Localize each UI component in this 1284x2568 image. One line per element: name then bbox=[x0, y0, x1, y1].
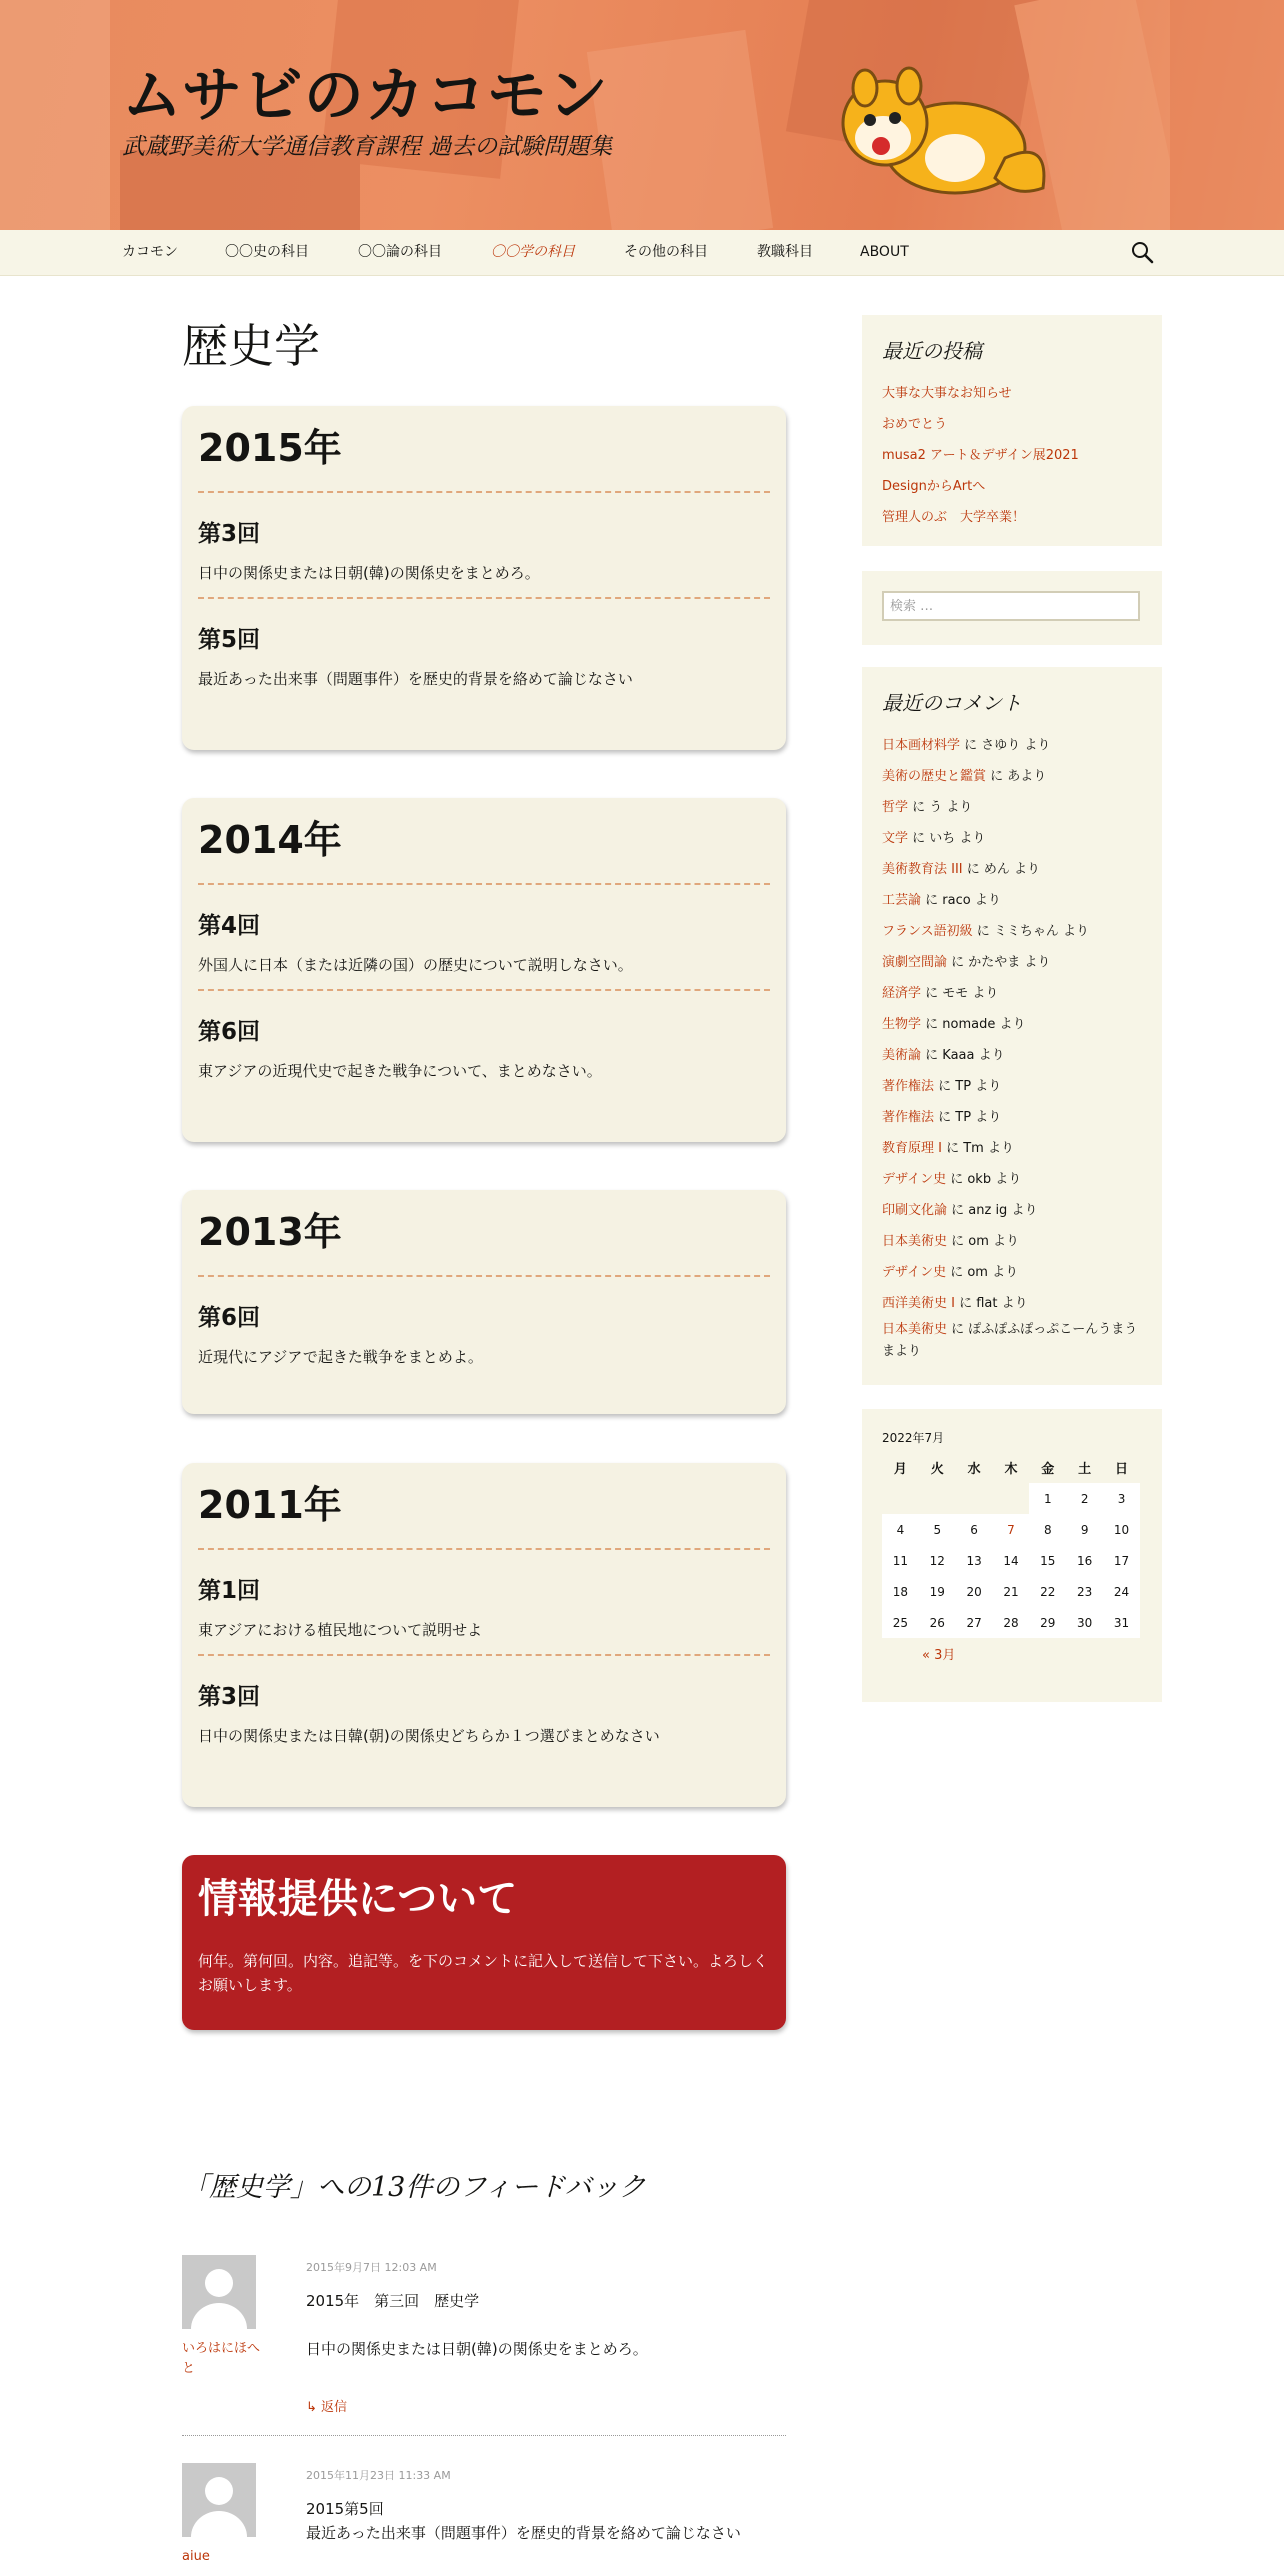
recent-comment-author: に TP より bbox=[934, 1079, 1002, 1094]
year-card-2011 bbox=[182, 1463, 786, 1807]
exam-session bbox=[198, 991, 770, 1095]
year-heading: 2014年 bbox=[198, 798, 770, 885]
calendar-day: 29 bbox=[1029, 1607, 1066, 1638]
comment-item bbox=[182, 2463, 786, 2568]
calendar-weekday: 土 bbox=[1078, 1462, 1092, 1477]
recent-comment-post-link[interactable]: 美術教育法 III bbox=[882, 862, 963, 877]
recent-comment-item bbox=[882, 730, 1142, 761]
session-number: 第5回 bbox=[198, 627, 261, 653]
recent-comment-post-link[interactable]: 著作権法 bbox=[882, 1079, 935, 1094]
recent-comment-post-link[interactable]: デザイン史 bbox=[882, 1172, 947, 1187]
recent-comment-item bbox=[882, 978, 1142, 1009]
calendar-week bbox=[882, 1545, 1140, 1576]
nav-item-kakomon[interactable]: カコモン bbox=[122, 244, 178, 260]
page-title: 歴史学 bbox=[182, 319, 320, 373]
recent-comment-author: に あより bbox=[986, 769, 1047, 784]
nav-item-studies-subjects[interactable]: 〇〇学の科目 bbox=[491, 244, 575, 260]
avatar-placeholder-icon bbox=[182, 2463, 256, 2537]
recent-comment-author: に モモ より bbox=[921, 986, 999, 1001]
recent-comment-author: に okb より bbox=[946, 1172, 1022, 1187]
recent-comment-post-link[interactable]: 教育原理 Ⅰ bbox=[882, 1141, 942, 1156]
calendar-table bbox=[882, 1452, 1140, 1638]
calendar-empty-cell bbox=[919, 1483, 956, 1514]
session-question: 日中の関係史または日韓(朝)の関係史どちらか１つ選びまとめなさい bbox=[198, 1727, 660, 1745]
recent-comment-post-link[interactable]: 印刷文化論 bbox=[882, 1203, 948, 1218]
recent-comment-author: に om より bbox=[946, 1265, 1019, 1280]
recent-comment-item bbox=[882, 1226, 1142, 1257]
comment-author[interactable]: aiue bbox=[182, 2549, 210, 2564]
nav-item-history-subjects[interactable]: 〇〇史の科目 bbox=[225, 244, 309, 260]
recent-comment-author: に om より bbox=[947, 1234, 1020, 1249]
recent-comment-item bbox=[882, 1071, 1142, 1102]
calendar-day: 30 bbox=[1066, 1607, 1103, 1638]
calendar-week bbox=[882, 1607, 1140, 1638]
calendar-day: 16 bbox=[1066, 1545, 1103, 1576]
recent-comment-author: に nomade より bbox=[921, 1017, 1026, 1032]
recent-comment-item bbox=[882, 854, 1142, 885]
calendar-weekday: 金 bbox=[1041, 1462, 1055, 1477]
recent-comment-post-link[interactable]: 美術の歴史と鑑賞 bbox=[882, 769, 987, 784]
comment-line: 2015年 第三回 歴史学 bbox=[306, 2292, 480, 2310]
year-card-2014 bbox=[182, 798, 786, 1142]
info-submission-box bbox=[182, 1855, 786, 2030]
comments-title: 「歴史学」への13件のフィードバック bbox=[182, 2172, 646, 2203]
recent-comment-author: に Tm より bbox=[941, 1141, 1014, 1156]
recent-comment-author: に anz ig より bbox=[947, 1203, 1038, 1218]
calendar-day: 25 bbox=[882, 1607, 919, 1638]
calendar-weekday: 火 bbox=[930, 1462, 944, 1477]
recent-post-link[interactable]: 大事な大事なお知らせ bbox=[882, 386, 1012, 401]
calendar-day: 31 bbox=[1103, 1607, 1140, 1638]
exam-session bbox=[198, 1550, 770, 1656]
calendar-day[interactable]: 7 bbox=[993, 1514, 1030, 1545]
nav-item-teaching-subjects[interactable]: 教職科目 bbox=[757, 244, 813, 260]
recent-comment-item bbox=[882, 823, 1142, 854]
recent-comment-post-link[interactable]: 工芸論 bbox=[882, 893, 922, 908]
year-heading: 2013年 bbox=[198, 1190, 770, 1277]
recent-comment-post-link[interactable]: 演劇空間論 bbox=[882, 955, 948, 970]
session-question: 東アジアにおける植民地について説明せよ bbox=[198, 1621, 483, 1639]
exam-session bbox=[198, 493, 770, 599]
exam-session bbox=[198, 1277, 770, 1381]
recent-comment-author: に さゆり より bbox=[960, 738, 1051, 753]
widget-calendar bbox=[862, 1409, 1162, 1702]
recent-comment-post-link[interactable]: デザイン史 bbox=[882, 1265, 947, 1280]
session-number: 第6回 bbox=[198, 1019, 261, 1045]
recent-comment-item bbox=[882, 1133, 1142, 1164]
calendar-day: 26 bbox=[919, 1607, 956, 1638]
recent-comment-post-link[interactable]: 日本画材料学 bbox=[882, 738, 961, 753]
recent-comment-item bbox=[882, 1040, 1142, 1071]
reply-link[interactable] bbox=[306, 2396, 347, 2415]
calendar-day: 9 bbox=[1066, 1514, 1103, 1545]
recent-comment-item bbox=[882, 1319, 1142, 1363]
exam-session bbox=[198, 885, 770, 991]
session-number: 第3回 bbox=[198, 1684, 261, 1710]
mascot-logo bbox=[815, 58, 1055, 218]
recent-post-link[interactable]: DesignからArtへ bbox=[882, 479, 986, 494]
recent-comment-post-link[interactable]: 文学 bbox=[882, 831, 909, 846]
comment-line: 2015第5回 bbox=[306, 2500, 384, 2518]
session-number: 第1回 bbox=[198, 1578, 261, 1604]
calendar-day: 8 bbox=[1029, 1514, 1066, 1545]
comment-item bbox=[182, 2255, 786, 2435]
reply-label: 返信 bbox=[321, 2400, 348, 2415]
recent-comment-item bbox=[882, 947, 1142, 978]
year-heading: 2015年 bbox=[198, 406, 770, 493]
recent-post-link[interactable]: musa2 アート＆デザイン展2021 bbox=[882, 448, 1079, 463]
recent-comment-post-link[interactable]: フランス語初級 bbox=[882, 924, 973, 939]
calendar-day: 27 bbox=[956, 1607, 993, 1638]
comment-date[interactable]: 2015年9月7日 12:03 AM bbox=[306, 2261, 437, 2274]
recent-comment-post-link[interactable]: 哲学 bbox=[882, 800, 909, 815]
recent-comment-author: に ぽふぽふぽっぷこーんうまうまより bbox=[882, 1322, 1138, 1359]
search-icon[interactable] bbox=[1130, 240, 1154, 264]
calendar-week bbox=[882, 1483, 1140, 1514]
recent-comments-list bbox=[882, 730, 1142, 1363]
nav-item-theory-subjects[interactable]: 〇〇論の科目 bbox=[358, 244, 442, 260]
year-card-2015 bbox=[182, 406, 786, 750]
nav-item-about[interactable]: ABOUT bbox=[860, 244, 909, 260]
recent-comment-item bbox=[882, 885, 1142, 916]
exam-session bbox=[198, 1656, 770, 1760]
recent-comment-author: に flat より bbox=[954, 1296, 1028, 1311]
calendar-day: 24 bbox=[1103, 1576, 1140, 1607]
comment-date[interactable]: 2015年11月23日 11:33 AM bbox=[306, 2469, 451, 2482]
comment-body bbox=[306, 2497, 786, 2545]
reply-arrow-icon: ↳ bbox=[306, 2400, 322, 2415]
session-number: 第3回 bbox=[198, 521, 261, 547]
comment-line: 最近あった出来事（問題事件）を歴史的背景を絡めて論じなさい bbox=[306, 2524, 741, 2542]
session-question: 東アジアの近現代史で起きた戦争について、まとめなさい。 bbox=[198, 1062, 602, 1080]
year-heading: 2011年 bbox=[198, 1463, 770, 1550]
session-question: 最近あった出来事（問題事件）を歴史的背景を絡めて論じなさい bbox=[198, 670, 633, 688]
widget-search bbox=[862, 571, 1162, 645]
calendar-day: 13 bbox=[956, 1545, 993, 1576]
recent-comment-post-link[interactable]: 経済学 bbox=[882, 986, 922, 1001]
search-input[interactable] bbox=[882, 591, 1140, 621]
recent-comment-item bbox=[882, 1102, 1142, 1133]
info-title: 情報提供について bbox=[198, 1876, 518, 1922]
session-number: 第4回 bbox=[198, 913, 261, 939]
comment-line: 日中の関係史または日朝(韓)の関係史をまとめろ。 bbox=[306, 2340, 648, 2358]
avatar bbox=[182, 2463, 256, 2537]
calendar-empty-cell bbox=[993, 1483, 1030, 1514]
session-question: 近現代にアジアで起きた戦争をまとめよ。 bbox=[198, 1348, 483, 1366]
session-number: 第6回 bbox=[198, 1305, 261, 1331]
year-card-2013 bbox=[182, 1190, 786, 1414]
calendar-day: 14 bbox=[993, 1545, 1030, 1576]
site-description: 武蔵野美術大学通信教育課程 過去の試験問題集 bbox=[122, 134, 613, 160]
calendar-day: 6 bbox=[956, 1514, 993, 1545]
recent-comment-author: に いち より bbox=[908, 831, 986, 846]
info-text: 何年。第何回。内容。追記等。を下のコメントに記入して送信して下さい。よろしくお願いします。 bbox=[198, 1952, 769, 1994]
calendar-week bbox=[882, 1514, 1140, 1545]
recent-comment-author: に かたやま より bbox=[947, 955, 1051, 970]
recent-comment-item bbox=[882, 1195, 1142, 1226]
recent-post-link[interactable]: おめでとう bbox=[882, 417, 948, 432]
calendar-day: 17 bbox=[1103, 1545, 1140, 1576]
site-title[interactable]: ムサビのカコモン bbox=[122, 61, 609, 131]
calendar-weekday: 水 bbox=[967, 1462, 981, 1477]
recent-comment-item bbox=[882, 916, 1142, 947]
calendar-day: 5 bbox=[919, 1514, 956, 1545]
calendar-day: 20 bbox=[956, 1576, 993, 1607]
calendar-empty-cell bbox=[882, 1483, 919, 1514]
comment-separator bbox=[182, 2435, 786, 2436]
recent-comment-item bbox=[882, 1288, 1142, 1319]
session-question: 日中の関係史または日朝(韓)の関係史をまとめろ。 bbox=[198, 564, 540, 582]
recent-comment-author: に Kaaa より bbox=[921, 1048, 1005, 1063]
recent-comment-item bbox=[882, 1009, 1142, 1040]
widget-recent-comments bbox=[862, 667, 1162, 1385]
calendar-day: 18 bbox=[882, 1576, 919, 1607]
avatar bbox=[182, 2255, 256, 2329]
widget-recent-posts bbox=[862, 315, 1162, 546]
calendar-caption: 2022年7月 bbox=[882, 1431, 945, 1445]
calendar-day: 12 bbox=[919, 1545, 956, 1576]
calendar-weekday: 月 bbox=[893, 1462, 907, 1477]
recent-comment-author: に ミミちゃん より bbox=[972, 924, 1090, 939]
exam-session bbox=[198, 599, 770, 703]
recent-comment-item bbox=[882, 761, 1142, 792]
calendar-day: 22 bbox=[1029, 1576, 1066, 1607]
recent-comment-author: に う より bbox=[908, 800, 973, 815]
calendar-day: 3 bbox=[1103, 1483, 1140, 1514]
calendar-day: 21 bbox=[993, 1576, 1030, 1607]
calendar-day: 2 bbox=[1066, 1483, 1103, 1514]
recent-post-link[interactable]: 管理人のぶ 大学卒業！ bbox=[882, 510, 1026, 525]
calendar-day: 11 bbox=[882, 1545, 919, 1576]
calendar-prev-month-link[interactable]: « 3月 bbox=[922, 1648, 956, 1663]
avatar-placeholder-icon bbox=[182, 2255, 256, 2329]
recent-comment-item bbox=[882, 1164, 1142, 1195]
recent-comment-post-link[interactable]: 著作権法 bbox=[882, 1110, 935, 1125]
calendar-day: 10 bbox=[1103, 1514, 1140, 1545]
calendar-weekday: 木 bbox=[1004, 1462, 1018, 1477]
calendar-weekday: 日 bbox=[1115, 1462, 1129, 1477]
widget-title: 最近のコメント bbox=[882, 691, 1022, 715]
recent-comment-author: に TP より bbox=[934, 1110, 1002, 1125]
recent-comment-item bbox=[882, 792, 1142, 823]
recent-comment-item bbox=[882, 1257, 1142, 1288]
recent-comment-author: に raco より bbox=[921, 893, 1001, 908]
recent-comment-author: に めん より bbox=[962, 862, 1041, 877]
widget-title: 最近の投稿 bbox=[882, 339, 982, 363]
calendar-week bbox=[882, 1576, 1140, 1607]
calendar-day: 23 bbox=[1066, 1576, 1103, 1607]
calendar-day: 4 bbox=[882, 1514, 919, 1545]
recent-comment-post-link[interactable]: 西洋美術史 Ⅰ bbox=[882, 1296, 955, 1311]
calendar-day: 1 bbox=[1029, 1483, 1066, 1514]
comment-body bbox=[306, 2289, 786, 2361]
calendar-empty-cell bbox=[956, 1483, 993, 1514]
nav-item-other-subjects[interactable]: その他の科目 bbox=[624, 244, 708, 260]
main-navigation bbox=[0, 230, 1284, 276]
site-header bbox=[0, 0, 1284, 230]
calendar-day: 28 bbox=[993, 1607, 1030, 1638]
recent-comment-post-link[interactable]: 日本美術史 bbox=[882, 1322, 948, 1337]
recent-comment-post-link[interactable]: 生物学 bbox=[882, 1017, 922, 1032]
calendar-day: 15 bbox=[1029, 1545, 1066, 1576]
comment-author[interactable]: いろはにほへと bbox=[182, 2341, 261, 2376]
session-question: 外国人に日本（または近隣の国）の歴史について説明しなさい。 bbox=[198, 956, 633, 974]
recent-comment-post-link[interactable]: 美術論 bbox=[882, 1048, 922, 1063]
recent-comment-post-link[interactable]: 日本美術史 bbox=[882, 1234, 948, 1249]
calendar-day: 19 bbox=[919, 1576, 956, 1607]
